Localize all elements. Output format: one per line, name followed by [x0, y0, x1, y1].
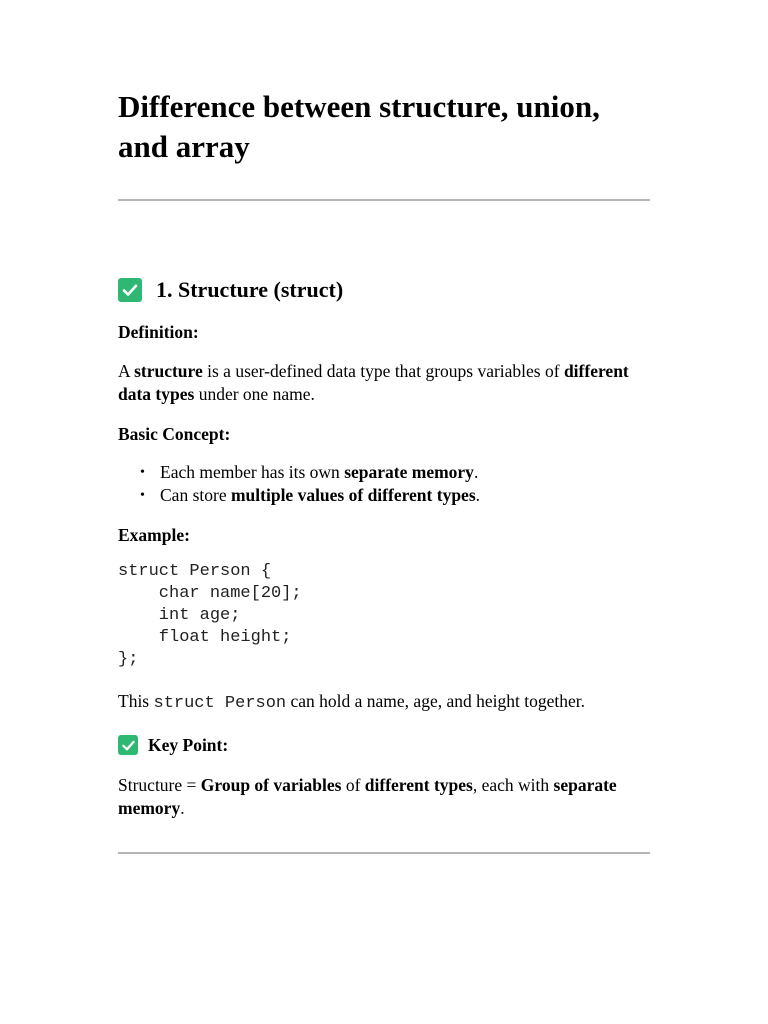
example-note-text: can hold a name, age, and height together.: [286, 691, 585, 711]
example-note: [118, 690, 650, 715]
list-item-text: .: [473, 462, 479, 482]
code-block: struct Person { char name[20]; int age; float height; };: [118, 562, 302, 669]
inline-code: struct Person: [153, 694, 287, 713]
definition-part: is a user-defined data type that groups variables of: [202, 361, 564, 381]
title-divider: [118, 199, 650, 201]
page-title: Difference between structure, union, and array: [118, 89, 600, 164]
section-heading-text: 1. Structure (struct): [156, 277, 344, 302]
check-mark-button-icon: [118, 735, 138, 755]
definition-part: A: [118, 361, 135, 381]
key-point-heading: [118, 733, 228, 757]
definition-part: under one name.: [194, 384, 315, 404]
list-item-text: Each member has its own: [160, 462, 345, 482]
basic-concept-label: Basic Concept:: [118, 424, 231, 444]
concept-list: [118, 461, 480, 507]
definition-label: Definition:: [118, 322, 199, 342]
key-point-emphasis: Group of variables: [200, 775, 342, 795]
example-note-text: This: [118, 691, 154, 711]
list-item-text: .: [475, 485, 481, 505]
definition-text: [118, 360, 650, 406]
list-item-emphasis: separate memory: [344, 462, 474, 482]
key-point-label: Key Point:: [148, 734, 229, 755]
key-point-part: Structure =: [118, 775, 201, 795]
key-point-emphasis: separate memory: [118, 775, 617, 818]
example-label: Example:: [118, 525, 190, 545]
key-point-emphasis: different types: [364, 775, 473, 795]
section-heading: [118, 276, 343, 304]
check-mark-button-icon: [118, 278, 142, 302]
key-point-part: of: [341, 775, 365, 795]
list-item: [118, 461, 480, 484]
section-divider: [118, 852, 650, 854]
list-item-emphasis: multiple values of different types: [230, 485, 476, 505]
definition-emphasis: structure: [134, 361, 203, 381]
list-item: [118, 484, 480, 507]
key-point-part: , each with: [472, 775, 554, 795]
list-item-text: Can store: [160, 485, 231, 505]
key-point-part: .: [180, 798, 185, 818]
definition-emphasis: different data types: [118, 361, 629, 404]
key-point-text: [118, 774, 650, 820]
